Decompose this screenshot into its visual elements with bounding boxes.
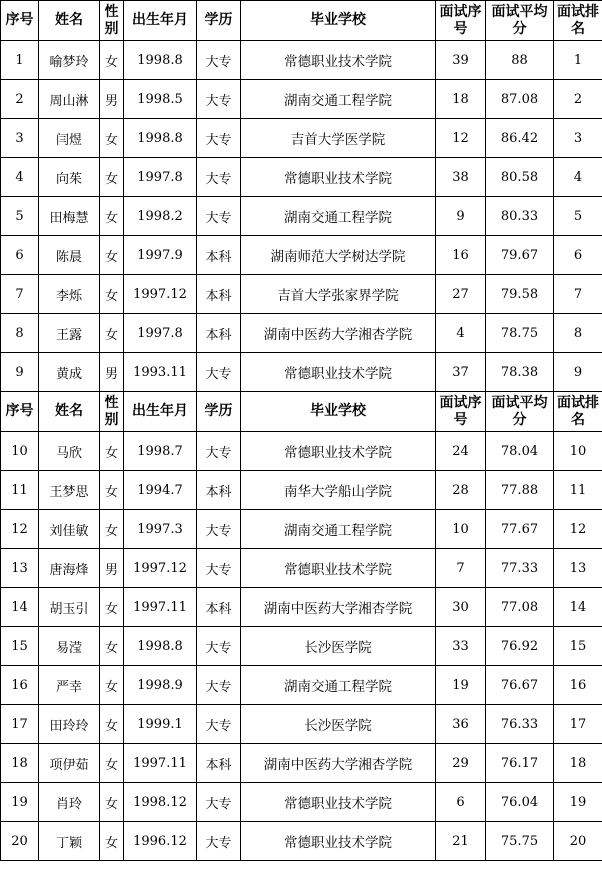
table-row xyxy=(1,783,602,822)
cell-edu: 大专 xyxy=(197,666,241,705)
cell-name: 胡玉引 xyxy=(39,588,100,627)
cell-seq: 15 xyxy=(1,627,39,666)
cell-name: 田玲玲 xyxy=(39,705,100,744)
cell-seq: 6 xyxy=(1,236,39,275)
table-row xyxy=(1,510,602,549)
cell-edu: 大专 xyxy=(197,627,241,666)
cell-school: 吉首大学张家界学院 xyxy=(241,275,436,314)
cell-rank: 19 xyxy=(554,783,602,822)
table-row xyxy=(1,236,602,275)
table-row xyxy=(1,744,602,783)
cell-seq: 2 xyxy=(1,80,39,119)
cell-edu: 大专 xyxy=(197,783,241,822)
cell-school: 常德职业技术学院 xyxy=(241,783,436,822)
cell-seq: 5 xyxy=(1,197,39,236)
cell-edu: 大专 xyxy=(197,549,241,588)
cell-edu: 大专 xyxy=(197,80,241,119)
cell-gender: 女 xyxy=(100,783,124,822)
cell-avg-score: 86.42 xyxy=(486,119,554,158)
table-row xyxy=(1,588,602,627)
cell-rank: 9 xyxy=(554,353,602,392)
cell-birth: 1998.2 xyxy=(124,197,197,236)
cell-rank: 2 xyxy=(554,80,602,119)
cell-rank: 16 xyxy=(554,666,602,705)
header-birth: 出生年月 xyxy=(124,392,197,432)
table-row xyxy=(1,275,602,314)
cell-avg-score: 80.58 xyxy=(486,158,554,197)
cell-seq: 13 xyxy=(1,549,39,588)
header-gender: 性别 xyxy=(100,392,124,432)
header-rank: 面试排名 xyxy=(554,1,602,41)
cell-name: 王梦思 xyxy=(39,471,100,510)
header-avg-score: 面试平均分 xyxy=(486,392,554,432)
cell-seq: 16 xyxy=(1,666,39,705)
cell-avg-score: 77.67 xyxy=(486,510,554,549)
cell-school: 常德职业技术学院 xyxy=(241,432,436,471)
cell-name: 丁颖 xyxy=(39,822,100,861)
cell-edu: 本科 xyxy=(197,275,241,314)
table-row xyxy=(1,314,602,353)
cell-edu: 本科 xyxy=(197,588,241,627)
cell-avg-score: 79.67 xyxy=(486,236,554,275)
cell-birth: 1998.5 xyxy=(124,80,197,119)
cell-interview-no: 18 xyxy=(436,80,486,119)
header-edu: 学历 xyxy=(197,1,241,41)
cell-school: 湖南交通工程学院 xyxy=(241,197,436,236)
cell-name: 唐海烽 xyxy=(39,549,100,588)
cell-seq: 20 xyxy=(1,822,39,861)
cell-rank: 7 xyxy=(554,275,602,314)
cell-school: 湖南中医药大学湘杏学院 xyxy=(241,314,436,353)
cell-school: 常德职业技术学院 xyxy=(241,158,436,197)
header-row xyxy=(1,1,602,41)
cell-interview-no: 27 xyxy=(436,275,486,314)
cell-school: 长沙医学院 xyxy=(241,705,436,744)
cell-rank: 14 xyxy=(554,588,602,627)
cell-school: 长沙医学院 xyxy=(241,627,436,666)
cell-rank: 12 xyxy=(554,510,602,549)
cell-gender: 女 xyxy=(100,41,124,80)
cell-gender: 女 xyxy=(100,432,124,471)
cell-edu: 本科 xyxy=(197,471,241,510)
cell-school: 常德职业技术学院 xyxy=(241,549,436,588)
cell-interview-no: 12 xyxy=(436,119,486,158)
cell-rank: 20 xyxy=(554,822,602,861)
cell-edu: 本科 xyxy=(197,744,241,783)
table-row xyxy=(1,627,602,666)
cell-seq: 4 xyxy=(1,158,39,197)
cell-avg-score: 80.33 xyxy=(486,197,554,236)
cell-seq: 12 xyxy=(1,510,39,549)
cell-name: 周山淋 xyxy=(39,80,100,119)
cell-rank: 8 xyxy=(554,314,602,353)
table-row xyxy=(1,41,602,80)
cell-seq: 1 xyxy=(1,41,39,80)
cell-edu: 大专 xyxy=(197,432,241,471)
cell-avg-score: 77.88 xyxy=(486,471,554,510)
header-avg-score: 面试平均分 xyxy=(486,1,554,41)
cell-gender: 女 xyxy=(100,744,124,783)
cell-seq: 17 xyxy=(1,705,39,744)
cell-edu: 本科 xyxy=(197,236,241,275)
cell-school: 常德职业技术学院 xyxy=(241,41,436,80)
cell-interview-no: 28 xyxy=(436,471,486,510)
cell-name: 陈晨 xyxy=(39,236,100,275)
cell-birth: 1998.12 xyxy=(124,783,197,822)
cell-rank: 13 xyxy=(554,549,602,588)
cell-rank: 10 xyxy=(554,432,602,471)
cell-avg-score: 78.04 xyxy=(486,432,554,471)
header-rank: 面试排名 xyxy=(554,392,602,432)
cell-birth: 1993.11 xyxy=(124,353,197,392)
cell-school: 湖南交通工程学院 xyxy=(241,80,436,119)
header-name: 姓名 xyxy=(39,1,100,41)
cell-birth: 1998.7 xyxy=(124,432,197,471)
table-row xyxy=(1,432,602,471)
cell-interview-no: 21 xyxy=(436,822,486,861)
cell-avg-score: 77.08 xyxy=(486,588,554,627)
table-row xyxy=(1,705,602,744)
cell-birth: 1994.7 xyxy=(124,471,197,510)
cell-name: 闫煜 xyxy=(39,119,100,158)
cell-name: 严幸 xyxy=(39,666,100,705)
cell-seq: 7 xyxy=(1,275,39,314)
cell-gender: 男 xyxy=(100,353,124,392)
cell-birth: 1998.8 xyxy=(124,41,197,80)
header-seq: 序号 xyxy=(1,1,39,41)
table-row xyxy=(1,666,602,705)
cell-name: 肖玲 xyxy=(39,783,100,822)
cell-school: 湖南师范大学树达学院 xyxy=(241,236,436,275)
cell-gender: 女 xyxy=(100,705,124,744)
cell-interview-no: 29 xyxy=(436,744,486,783)
cell-school: 常德职业技术学院 xyxy=(241,353,436,392)
cell-avg-score: 77.33 xyxy=(486,549,554,588)
cell-avg-score: 75.75 xyxy=(486,822,554,861)
cell-rank: 18 xyxy=(554,744,602,783)
cell-avg-score: 76.92 xyxy=(486,627,554,666)
cell-interview-no: 7 xyxy=(436,549,486,588)
cell-rank: 3 xyxy=(554,119,602,158)
cell-school: 湖南交通工程学院 xyxy=(241,510,436,549)
table-row xyxy=(1,471,602,510)
cell-avg-score: 87.08 xyxy=(486,80,554,119)
cell-seq: 11 xyxy=(1,471,39,510)
cell-gender: 女 xyxy=(100,627,124,666)
cell-interview-no: 39 xyxy=(436,41,486,80)
cell-interview-no: 10 xyxy=(436,510,486,549)
cell-gender: 女 xyxy=(100,510,124,549)
cell-name: 王露 xyxy=(39,314,100,353)
cell-edu: 大专 xyxy=(197,353,241,392)
cell-birth: 1998.8 xyxy=(124,119,197,158)
cell-birth: 1997.11 xyxy=(124,744,197,783)
cell-avg-score: 76.17 xyxy=(486,744,554,783)
cell-birth: 1997.3 xyxy=(124,510,197,549)
cell-name: 项伊茹 xyxy=(39,744,100,783)
cell-school: 湖南中医药大学湘杏学院 xyxy=(241,744,436,783)
cell-birth: 1998.9 xyxy=(124,666,197,705)
cell-seq: 14 xyxy=(1,588,39,627)
cell-gender: 女 xyxy=(100,666,124,705)
cell-edu: 大专 xyxy=(197,705,241,744)
cell-avg-score: 79.58 xyxy=(486,275,554,314)
cell-gender: 男 xyxy=(100,80,124,119)
cell-interview-no: 19 xyxy=(436,666,486,705)
cell-name: 喻梦玲 xyxy=(39,41,100,80)
cell-avg-score: 78.75 xyxy=(486,314,554,353)
table-row xyxy=(1,119,602,158)
table-row xyxy=(1,822,602,861)
header-school: 毕业学校 xyxy=(241,1,436,41)
cell-avg-score: 76.33 xyxy=(486,705,554,744)
cell-interview-no: 38 xyxy=(436,158,486,197)
header-interview-no: 面试序号 xyxy=(436,1,486,41)
cell-interview-no: 37 xyxy=(436,353,486,392)
table-row xyxy=(1,549,602,588)
cell-gender: 女 xyxy=(100,314,124,353)
cell-edu: 大专 xyxy=(197,510,241,549)
cell-birth: 1997.12 xyxy=(124,275,197,314)
header-gender: 性别 xyxy=(100,1,124,41)
cell-rank: 4 xyxy=(554,158,602,197)
cell-rank: 17 xyxy=(554,705,602,744)
cell-interview-no: 6 xyxy=(436,783,486,822)
cell-avg-score: 78.38 xyxy=(486,353,554,392)
cell-rank: 6 xyxy=(554,236,602,275)
cell-seq: 10 xyxy=(1,432,39,471)
cell-edu: 本科 xyxy=(197,314,241,353)
header-birth: 出生年月 xyxy=(124,1,197,41)
cell-interview-no: 24 xyxy=(436,432,486,471)
cell-name: 刘佳敏 xyxy=(39,510,100,549)
cell-name: 李烁 xyxy=(39,275,100,314)
cell-edu: 大专 xyxy=(197,197,241,236)
cell-edu: 大专 xyxy=(197,822,241,861)
cell-seq: 18 xyxy=(1,744,39,783)
cell-birth: 1996.12 xyxy=(124,822,197,861)
cell-birth: 1998.8 xyxy=(124,627,197,666)
cell-birth: 1997.11 xyxy=(124,588,197,627)
cell-gender: 女 xyxy=(100,471,124,510)
header-edu: 学历 xyxy=(197,392,241,432)
cell-gender: 女 xyxy=(100,588,124,627)
cell-seq: 8 xyxy=(1,314,39,353)
cell-rank: 1 xyxy=(554,41,602,80)
cell-school: 南华大学船山学院 xyxy=(241,471,436,510)
cell-interview-no: 16 xyxy=(436,236,486,275)
header-interview-no: 面试序号 xyxy=(436,392,486,432)
cell-gender: 女 xyxy=(100,236,124,275)
cell-edu: 大专 xyxy=(197,158,241,197)
cell-interview-no: 33 xyxy=(436,627,486,666)
cell-gender: 女 xyxy=(100,158,124,197)
cell-name: 黄成 xyxy=(39,353,100,392)
cell-birth: 1997.9 xyxy=(124,236,197,275)
header-row xyxy=(1,392,602,432)
cell-avg-score: 76.04 xyxy=(486,783,554,822)
table-row xyxy=(1,80,602,119)
cell-gender: 女 xyxy=(100,119,124,158)
table-row xyxy=(1,197,602,236)
cell-rank: 15 xyxy=(554,627,602,666)
header-school: 毕业学校 xyxy=(241,392,436,432)
cell-name: 向茱 xyxy=(39,158,100,197)
cell-edu: 大专 xyxy=(197,119,241,158)
cell-interview-no: 36 xyxy=(436,705,486,744)
cell-avg-score: 76.67 xyxy=(486,666,554,705)
cell-name: 田梅慧 xyxy=(39,197,100,236)
cell-school: 湖南交通工程学院 xyxy=(241,666,436,705)
cell-edu: 大专 xyxy=(197,41,241,80)
cell-birth: 1997.8 xyxy=(124,158,197,197)
cell-rank: 5 xyxy=(554,197,602,236)
cell-interview-no: 4 xyxy=(436,314,486,353)
table-row xyxy=(1,158,602,197)
cell-interview-no: 9 xyxy=(436,197,486,236)
header-name: 姓名 xyxy=(39,392,100,432)
cell-name: 易滢 xyxy=(39,627,100,666)
cell-birth: 1997.12 xyxy=(124,549,197,588)
cell-avg-score: 88 xyxy=(486,41,554,80)
cell-seq: 3 xyxy=(1,119,39,158)
cell-rank: 11 xyxy=(554,471,602,510)
table-row xyxy=(1,353,602,392)
cell-school: 常德职业技术学院 xyxy=(241,822,436,861)
cell-gender: 男 xyxy=(100,549,124,588)
cell-gender: 女 xyxy=(100,197,124,236)
cell-seq: 19 xyxy=(1,783,39,822)
cell-seq: 9 xyxy=(1,353,39,392)
cell-interview-no: 30 xyxy=(436,588,486,627)
cell-gender: 女 xyxy=(100,822,124,861)
cell-gender: 女 xyxy=(100,275,124,314)
cell-school: 吉首大学医学院 xyxy=(241,119,436,158)
header-seq: 序号 xyxy=(1,392,39,432)
cell-school: 湖南中医药大学湘杏学院 xyxy=(241,588,436,627)
cell-birth: 1999.1 xyxy=(124,705,197,744)
cell-birth: 1997.8 xyxy=(124,314,197,353)
cell-name: 马欣 xyxy=(39,432,100,471)
